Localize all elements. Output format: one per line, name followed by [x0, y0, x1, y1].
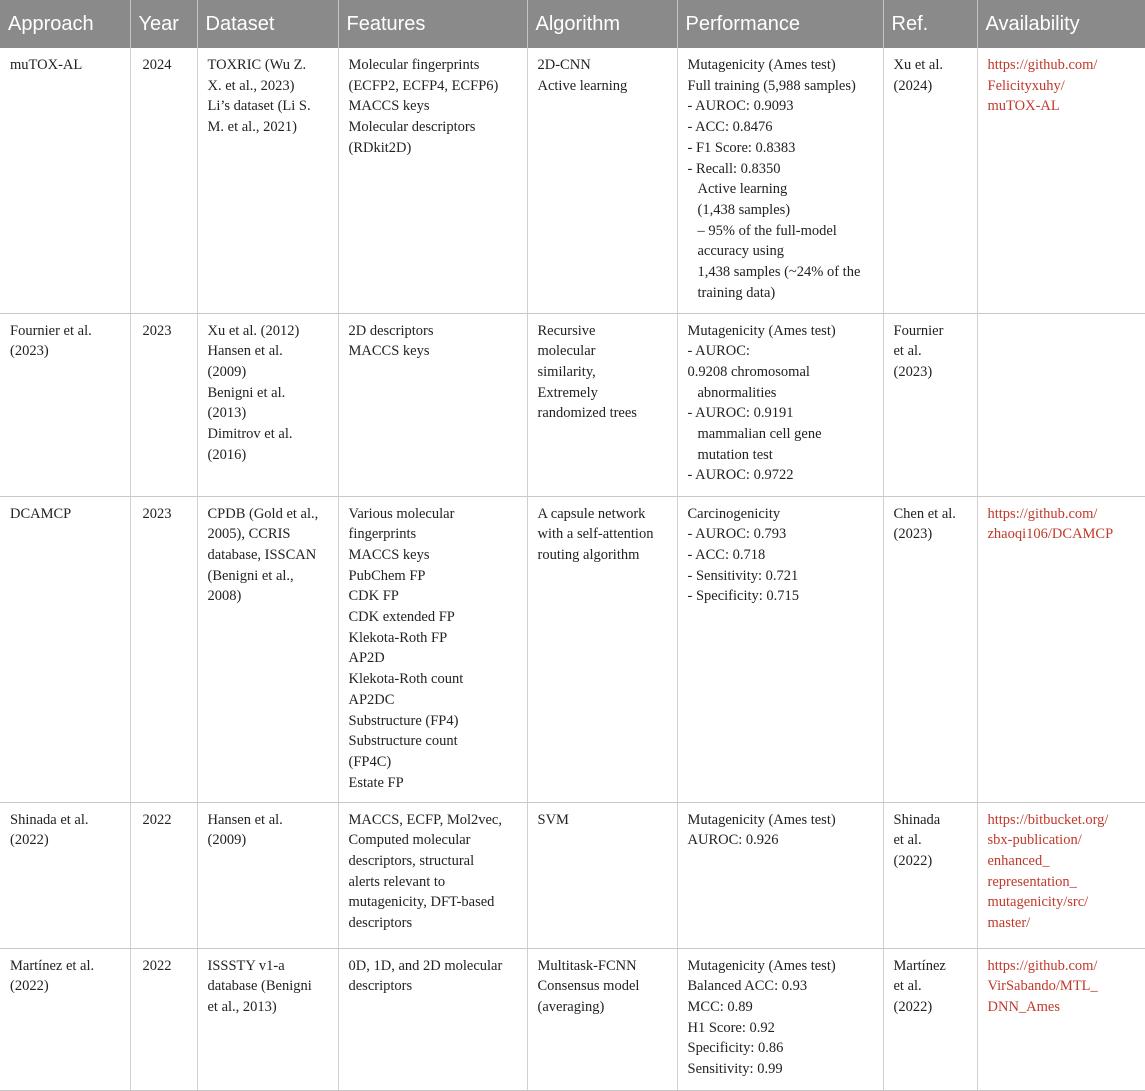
features-cell-line: Molecular descriptors	[348, 119, 476, 136]
approach-cell	[0, 48, 130, 313]
dataset-cell-line: database (Benigni	[207, 978, 312, 995]
year-cell: 2023	[130, 313, 197, 496]
performance-cell-line: – 95% of the full-model	[697, 222, 837, 239]
header-row	[0, 0, 1145, 48]
algorithm-cell-line: 2D-CNN	[537, 57, 591, 73]
performance-cell-line: - AUROC:	[687, 343, 750, 360]
dataset-cell-line: (2009)	[207, 363, 247, 380]
algorithm-cell-line: SVM	[537, 811, 569, 828]
performance-cell-line: mammalian cell gene	[697, 426, 822, 443]
performance-cell-line: - AUROC: 0.9093	[687, 98, 794, 115]
ref-cell-line: Shinada	[893, 811, 941, 828]
ref-cell-line: Martínez	[893, 957, 946, 974]
dataset-cell-line: ISSSTY v1-a	[207, 957, 285, 974]
performance-cell	[677, 48, 883, 313]
algorithm-cell	[527, 802, 677, 948]
features-cell-line: AP2D	[348, 650, 385, 667]
features-cell-line: fingerprints	[348, 526, 417, 543]
features-cell-line: AP2DC	[348, 691, 395, 708]
performance-cell-line: 1,438 samples (~24% of the	[697, 264, 861, 281]
performance-cell-line: Mutagenicity (Ames test)	[687, 957, 836, 974]
header-ref: Ref.	[883, 0, 977, 48]
features-cell-line: Estate FP	[348, 774, 404, 791]
features-cell-line: descriptors	[348, 978, 413, 995]
features-cell-line: mutagenicity, DFT-based	[348, 894, 495, 911]
availability-link-line[interactable]: zhaoqi106/DCAMCP	[987, 526, 1114, 543]
features-cell	[338, 802, 527, 948]
algorithm-cell	[527, 313, 677, 496]
dataset-cell-line: Li’s dataset (Li S.	[207, 98, 311, 115]
availability-cell	[977, 802, 1145, 948]
features-cell-line: Molecular fingerprints	[348, 57, 480, 73]
availability-link-line[interactable]: https://github.com/	[987, 505, 1098, 522]
features-cell-line: (FP4C)	[348, 753, 392, 770]
algorithm-cell-line: (averaging)	[537, 998, 605, 1015]
table-row	[0, 48, 1145, 313]
availability-cell	[977, 48, 1145, 313]
performance-cell-line: Full training (5,988 samples)	[687, 77, 856, 94]
dataset-cell	[197, 496, 338, 802]
features-cell	[338, 948, 527, 1090]
performance-cell-line: - AUROC: 0.9191	[687, 405, 794, 422]
approach-cell	[0, 313, 130, 496]
features-cell-line: Klekota-Roth FP	[348, 629, 448, 646]
algorithm-cell	[527, 948, 677, 1090]
algorithm-cell-line: randomized trees	[537, 405, 637, 422]
dataset-cell	[197, 48, 338, 313]
algorithm-cell-line: molecular	[537, 343, 596, 360]
features-cell-line: PubChem FP	[348, 567, 426, 584]
dataset-cell-line: M. et al., 2021)	[207, 119, 297, 136]
performance-cell	[677, 948, 883, 1090]
features-cell-line: alerts relevant to	[348, 873, 446, 890]
header-performance: Performance	[677, 0, 883, 48]
dataset-cell	[197, 802, 338, 948]
year-cell: 2023	[130, 496, 197, 802]
ref-cell-line: Fournier	[893, 322, 944, 339]
dataset-cell-line: (Benigni et al.,	[207, 567, 294, 584]
ref-cell	[883, 802, 977, 948]
availability-link-line[interactable]: VirSabando/MTL_	[987, 978, 1098, 995]
features-cell-line: Substructure (FP4)	[348, 712, 459, 729]
year-cell: 2022	[130, 802, 197, 948]
features-cell-line: Substructure count	[348, 733, 458, 750]
availability-cell	[977, 313, 1145, 496]
algorithm-cell-line: similarity,	[537, 363, 596, 380]
table-row	[0, 802, 1145, 948]
availability-link-line[interactable]: https://github.com/	[987, 57, 1098, 73]
features-cell-line: CDK extended FP	[348, 609, 455, 626]
header-dataset: Dataset	[197, 0, 338, 48]
performance-cell-line: Active learning	[697, 181, 788, 198]
availability-link-line[interactable]: sbx-publication/	[987, 832, 1082, 849]
performance-cell-line: Specificity: 0.86	[687, 1040, 784, 1057]
dataset-cell-line: (2016)	[207, 446, 247, 463]
approach-cell-line: Shinada et al.	[10, 811, 89, 828]
performance-cell-line: Mutagenicity (Ames test)	[687, 57, 836, 73]
ref-cell-line: Xu et al.	[893, 57, 944, 73]
approach-cell-line: DCAMCP	[10, 505, 72, 522]
approach-cell-line: muTOX-AL	[10, 57, 83, 73]
algorithm-cell-line: Extremely	[537, 384, 598, 401]
availability-link-line[interactable]: mutagenicity/src/	[987, 894, 1089, 911]
ref-cell-line: (2022)	[893, 998, 933, 1015]
algorithm-cell-line: with a self-attention	[537, 526, 654, 543]
performance-cell	[677, 496, 883, 802]
features-cell	[338, 313, 527, 496]
performance-cell-line: - ACC: 0.718	[687, 546, 766, 563]
dataset-cell-line: Hansen et al.	[207, 343, 283, 360]
performance-cell-line: Sensitivity: 0.99	[687, 1061, 783, 1078]
ref-cell-line: (2022)	[893, 852, 933, 869]
availability-link-line[interactable]: enhanced_	[987, 852, 1050, 869]
features-cell-line: descriptors	[348, 915, 413, 932]
ref-cell-line: Chen et al.	[893, 505, 956, 522]
features-cell-line: 0D, 1D, and 2D molecular	[348, 957, 503, 974]
algorithm-cell-line: Consensus model	[537, 978, 640, 995]
availability-link-line[interactable]: DNN_Ames	[987, 998, 1060, 1015]
algorithm-cell-line: routing algorithm	[537, 546, 640, 563]
performance-cell-line: mutation test	[697, 446, 773, 463]
dataset-cell-line: (2009)	[207, 832, 247, 849]
dataset-cell	[197, 313, 338, 496]
performance-cell-line: - ACC: 0.8476	[687, 119, 773, 136]
features-cell	[338, 48, 527, 313]
features-cell	[338, 496, 527, 802]
dataset-cell-line: et al., 2013)	[207, 998, 277, 1015]
header-approach: Approach	[0, 0, 130, 48]
dataset-cell	[197, 948, 338, 1090]
ref-cell-line: et al.	[893, 978, 922, 995]
ref-cell	[883, 496, 977, 802]
availability-link-line[interactable]: representation_	[987, 873, 1077, 890]
performance-cell-line: Mutagenicity (Ames test)	[687, 322, 836, 339]
availability-link-line[interactable]: https://bitbucket.org/	[987, 811, 1109, 828]
dataset-cell-line: TOXRIC (Wu Z.	[207, 57, 307, 73]
availability-link-line[interactable]: muTOX-AL	[987, 98, 1060, 115]
approach-cell	[0, 802, 130, 948]
header-availability: Availability	[977, 0, 1145, 48]
year-cell: 2024	[130, 48, 197, 313]
dataset-cell-line: 2008)	[207, 588, 242, 605]
approach-cell	[0, 948, 130, 1090]
performance-cell	[677, 802, 883, 948]
performance-cell-line: - Specificity: 0.715	[687, 588, 800, 605]
header-features: Features	[338, 0, 527, 48]
approach-cell-line: (2023)	[10, 343, 49, 360]
dataset-cell-line: X. et al., 2023)	[207, 77, 295, 94]
table-row	[0, 313, 1145, 496]
features-cell-line: 2D descriptors	[348, 322, 434, 339]
performance-cell-line: - F1 Score: 0.8383	[687, 139, 796, 156]
performance-cell-line: - Recall: 0.8350	[687, 160, 781, 177]
performance-cell	[677, 313, 883, 496]
approach-cell-line: Martínez et al.	[10, 957, 95, 974]
year-cell: 2022	[130, 948, 197, 1090]
features-cell-line: CDK FP	[348, 588, 399, 605]
availability-link-line[interactable]: Felicityxuhy/	[987, 77, 1065, 94]
features-cell-line: Computed molecular	[348, 832, 471, 849]
ref-cell-line: (2024)	[893, 77, 933, 94]
table-row	[0, 496, 1145, 802]
performance-cell-line: (1,438 samples)	[697, 201, 791, 218]
availability-link-line[interactable]: master/	[987, 915, 1031, 932]
performance-cell-line: AUROC: 0.926	[687, 832, 779, 849]
features-cell-line: descriptors, structural	[348, 852, 475, 869]
approach-cell	[0, 496, 130, 802]
performance-cell-line: - Sensitivity: 0.721	[687, 567, 799, 584]
ref-cell	[883, 313, 977, 496]
algorithm-cell	[527, 48, 677, 313]
header-year: Year	[130, 0, 197, 48]
performance-cell-line: H1 Score: 0.92	[687, 1019, 775, 1036]
features-cell-line: Various molecular	[348, 505, 455, 522]
performance-cell-line: abnormalities	[697, 384, 777, 401]
dataset-cell-line: database, ISSCAN	[207, 546, 317, 563]
features-cell-line: (RDkit2D)	[348, 139, 412, 156]
algorithm-cell-line: Multitask-FCNN	[537, 957, 637, 974]
table-row	[0, 948, 1145, 1090]
dataset-cell-line: CPDB (Gold et al.,	[207, 505, 319, 522]
algorithm-cell-line: A capsule network	[537, 505, 646, 522]
features-cell-line: MACCS keys	[348, 98, 430, 115]
performance-cell-line: accuracy using	[697, 243, 785, 260]
algorithm-cell	[527, 496, 677, 802]
features-cell-line: Klekota-Roth count	[348, 671, 464, 688]
features-cell-line: MACCS keys	[348, 343, 430, 360]
dataset-cell-line: 2005), CCRIS	[207, 526, 291, 543]
availability-link-line[interactable]: https://github.com/	[987, 957, 1098, 974]
performance-cell-line: - AUROC: 0.9722	[687, 467, 794, 484]
ref-cell-line: et al.	[893, 832, 922, 849]
availability-cell	[977, 496, 1145, 802]
algorithm-cell-line: Recursive	[537, 322, 596, 339]
features-cell-line: MACCS, ECFP, Mol2vec,	[348, 811, 502, 828]
performance-cell-line: MCC: 0.89	[687, 998, 753, 1015]
approach-cell-line: (2022)	[10, 978, 49, 995]
performance-cell-line: training data)	[697, 284, 776, 301]
performance-cell-line: Mutagenicity (Ames test)	[687, 811, 836, 828]
dataset-cell-line: Xu et al. (2012)	[207, 322, 300, 339]
dataset-cell-line: Dimitrov et al.	[207, 426, 293, 443]
features-cell-line: MACCS keys	[348, 546, 430, 563]
features-cell-line: (ECFP2, ECFP4, ECFP6)	[348, 77, 499, 94]
ref-cell-line: et al.	[893, 343, 922, 360]
header-algorithm: Algorithm	[527, 0, 677, 48]
performance-cell-line: Carcinogenicity	[687, 505, 781, 522]
performance-cell-line: 0.9208 chromosomal	[687, 363, 810, 380]
dataset-cell-line: Hansen et al.	[207, 811, 283, 828]
dataset-cell-line: (2013)	[207, 405, 247, 422]
availability-cell	[977, 948, 1145, 1090]
performance-cell-line: Balanced ACC: 0.93	[687, 978, 808, 995]
ref-cell-line: (2023)	[893, 363, 933, 380]
approach-cell-line: (2022)	[10, 832, 49, 849]
dataset-cell-line: Benigni et al.	[207, 384, 286, 401]
performance-cell-line: - AUROC: 0.793	[687, 526, 787, 543]
approach-cell-line: Fournier et al.	[10, 322, 92, 339]
ref-cell	[883, 48, 977, 313]
ref-cell	[883, 948, 977, 1090]
algorithm-cell-line: Active learning	[537, 77, 628, 94]
ref-cell-line: (2023)	[893, 526, 933, 543]
